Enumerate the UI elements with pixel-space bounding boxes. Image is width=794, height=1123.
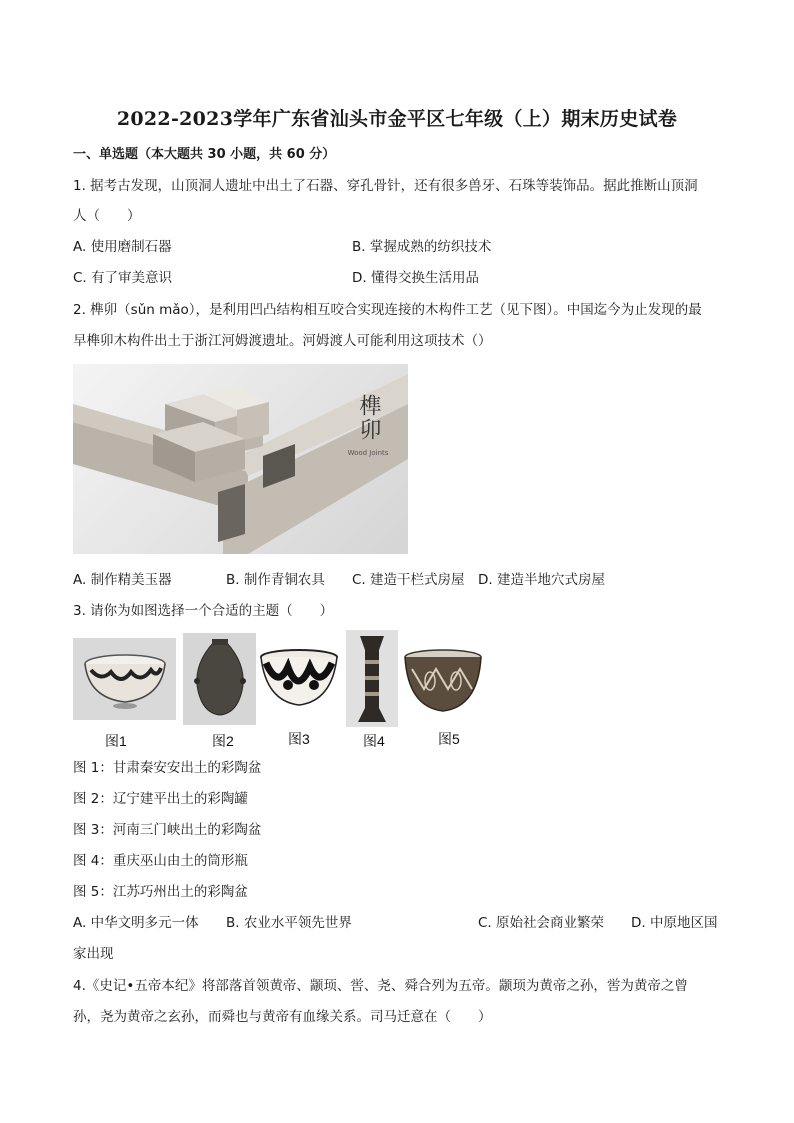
q3-note-2: 图 2：辽宁建平出土的彩陶罐 — [73, 791, 248, 807]
q3-note-4: 图 4：重庆巫山由土的筒形瓶 — [73, 853, 248, 869]
q2-option-c[interactable]: C. 建造干栏式房屋 — [352, 572, 465, 588]
q3-option-b[interactable]: B. 农业水平领先世界 — [226, 915, 352, 931]
pottery-image-5 — [400, 645, 486, 717]
q3-note-3: 图 3：河南三门峡出土的彩陶盆 — [73, 822, 262, 838]
q1-option-a[interactable]: A. 使用磨制石器 — [73, 239, 172, 255]
q2-stem-line1: 2. 榫卯（sǔn mǎo），是利用凹凸结构相互咬合实现连接的木构件工艺（见下图）。中国迄今为止发现的最 — [73, 302, 702, 318]
q1-stem-line1: 1. 据考古发现，山顶洞人遗址中出土了石器、穿孔骨针，还有很多兽牙、石珠等装饰品。据此推断山顶洞 — [73, 178, 698, 194]
caption-1: 图1 — [105, 733, 127, 749]
q3-note-5: 图 5：江苏巧州出土的彩陶盆 — [73, 884, 248, 900]
q1-option-d[interactable]: D. 懂得交换生活用品 — [352, 270, 479, 286]
exam-title: 2022-2023学年广东省汕头市金平区七年级（上）期末历史试卷 — [116, 108, 678, 130]
q2-option-d[interactable]: D. 建造半地穴式房屋 — [478, 572, 605, 588]
q4-stem-line1: 4.《史记•五帝本纪》将部落首领黄帝、颛顼、喾、尧、舜合列为五帝。颛顼为黄帝之孙，喾为黄帝之曾 — [73, 978, 688, 994]
q2-stem-line2: 早榫卯木构件出土于浙江河姆渡遗址。河姆渡人可能利用这项技术（） — [73, 333, 492, 349]
q1-option-c[interactable]: C. 有了审美意识 — [73, 270, 173, 286]
q4-stem-line2: 孙，尧为黄帝之玄孙，而舜也与黄帝有血缘关系。司马迁意在（ ） — [73, 1009, 492, 1025]
q3-option-a[interactable]: A. 中华文明多元一体 — [73, 915, 199, 931]
caption-4: 图4 — [363, 733, 385, 749]
q3-option-c[interactable]: C. 原始社会商业繁荣 — [478, 915, 605, 931]
caption-2: 图2 — [212, 733, 234, 749]
q1-stem-line2: 人（ ） — [73, 208, 141, 224]
q3-option-d-continued: 家出现 — [73, 946, 114, 962]
pottery-image-2 — [183, 633, 256, 725]
pottery-image-1 — [73, 638, 176, 720]
q1-option-b[interactable]: B. 掌握成熟的纺织技术 — [352, 239, 492, 255]
mortise-tenon-photo — [73, 364, 408, 554]
section-heading: 一、单选题（本大题共 30 小题，共 60 分） — [73, 147, 336, 162]
photo-sublabel: Wood Joints — [347, 449, 389, 457]
q2-option-b[interactable]: B. 制作青铜农具 — [226, 572, 325, 588]
q3-note-1: 图 1：甘肃秦安安出土的彩陶盆 — [73, 760, 262, 776]
pottery-image-4 — [346, 630, 398, 727]
caption-3: 图3 — [288, 731, 310, 747]
caption-5: 图5 — [438, 731, 460, 747]
q3-stem: 3. 请你为如图选择一个合适的主题（ ） — [73, 603, 334, 619]
q2-option-a[interactable]: A. 制作精美玉器 — [73, 572, 172, 588]
q3-option-d[interactable]: D. 中原地区国 — [631, 915, 718, 931]
photo-label: 榫卯 — [356, 394, 381, 442]
pottery-image-3 — [258, 645, 340, 715]
